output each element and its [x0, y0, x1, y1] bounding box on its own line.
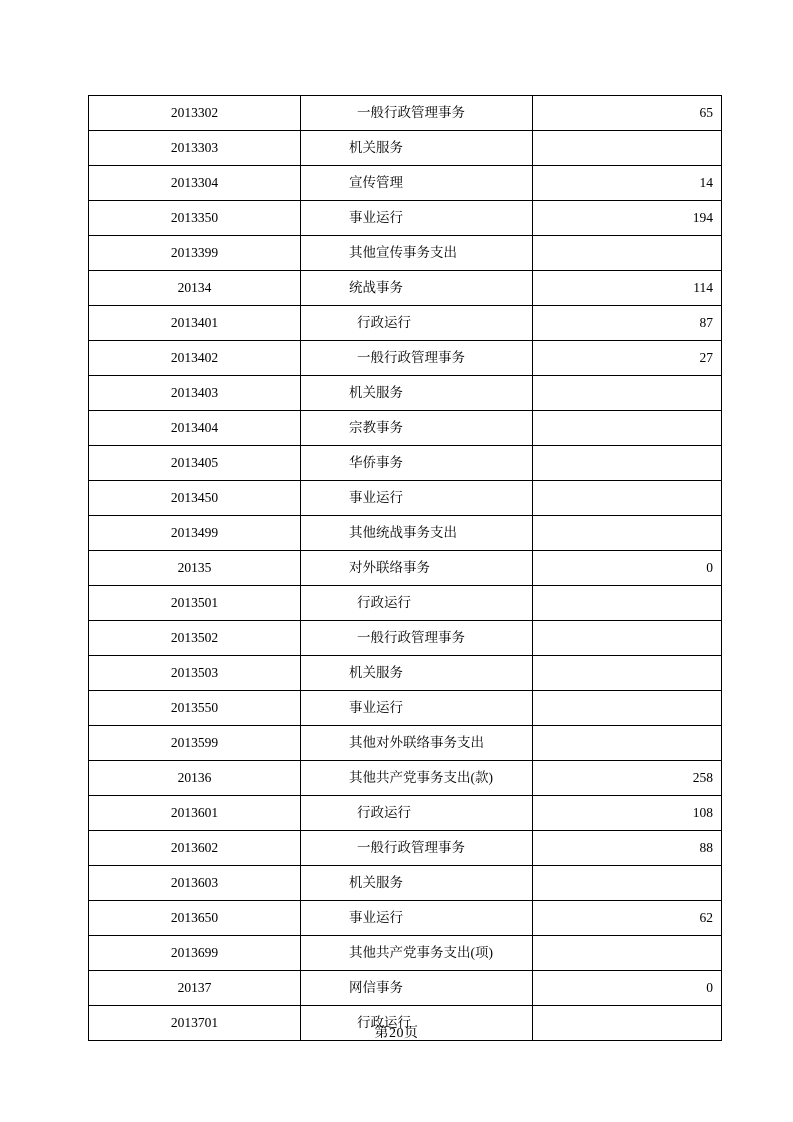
cell-subject-name [301, 691, 533, 726]
cell-amount: 0 [533, 551, 722, 586]
cell-subject-name [301, 96, 533, 131]
cell-amount [533, 691, 722, 726]
subject-name-text: 对外联络事务 [349, 560, 430, 575]
cell-subject-name [301, 621, 533, 656]
cell-amount [533, 866, 722, 901]
cell-amount [533, 411, 722, 446]
cell-subject-code: 2013402 [89, 341, 301, 376]
cell-subject-code: 2013304 [89, 166, 301, 201]
cell-subject-code: 2013699 [89, 936, 301, 971]
table-row [89, 341, 722, 376]
cell-subject-name [301, 866, 533, 901]
cell-subject-code: 2013450 [89, 481, 301, 516]
cell-subject-name [301, 516, 533, 551]
cell-amount: 87 [533, 306, 722, 341]
table-row [89, 516, 722, 551]
cell-amount: 27 [533, 341, 722, 376]
cell-subject-code: 2013599 [89, 726, 301, 761]
subject-name-text: 机关服务 [349, 385, 403, 400]
cell-subject-name [301, 971, 533, 1006]
cell-amount: 114 [533, 271, 722, 306]
cell-amount [533, 236, 722, 271]
cell-subject-code: 2013501 [89, 586, 301, 621]
cell-subject-name [301, 271, 533, 306]
subject-name-text: 一般行政管理事务 [357, 630, 465, 645]
cell-subject-code: 2013499 [89, 516, 301, 551]
table-row [89, 761, 722, 796]
cell-subject-code: 2013650 [89, 901, 301, 936]
subject-name-text: 一般行政管理事务 [357, 840, 465, 855]
cell-subject-code: 2013399 [89, 236, 301, 271]
table-row [89, 901, 722, 936]
cell-subject-name [301, 796, 533, 831]
cell-subject-name [301, 236, 533, 271]
cell-amount: 62 [533, 901, 722, 936]
table-row [89, 796, 722, 831]
table-row [89, 656, 722, 691]
cell-amount [533, 936, 722, 971]
cell-amount [533, 516, 722, 551]
subject-name-text: 一般行政管理事务 [357, 105, 465, 120]
cell-subject-code: 2013503 [89, 656, 301, 691]
table-row [89, 201, 722, 236]
table-row [89, 551, 722, 586]
page-footer [0, 1022, 793, 1042]
cell-subject-code: 2013302 [89, 96, 301, 131]
cell-amount: 14 [533, 166, 722, 201]
cell-subject-code: 2013403 [89, 376, 301, 411]
budget-expenditure-table [88, 95, 722, 1041]
subject-name-text: 网信事务 [349, 980, 403, 995]
cell-subject-code: 2013550 [89, 691, 301, 726]
cell-subject-code: 2013601 [89, 796, 301, 831]
subject-name-text: 机关服务 [349, 875, 403, 890]
table-row [89, 691, 722, 726]
table-row [89, 271, 722, 306]
cell-amount: 65 [533, 96, 722, 131]
cell-subject-name [301, 586, 533, 621]
cell-amount: 0 [533, 971, 722, 1006]
subject-name-text: 统战事务 [349, 280, 403, 295]
subject-name-text: 其他宣传事务支出 [349, 245, 457, 260]
table-row [89, 936, 722, 971]
subject-name-text: 宗教事务 [349, 420, 403, 435]
cell-amount [533, 656, 722, 691]
cell-subject-code: 2013405 [89, 446, 301, 481]
subject-name-text: 事业运行 [349, 700, 403, 715]
cell-subject-name [301, 446, 533, 481]
table-row [89, 446, 722, 481]
page-number: 第20页 [374, 1026, 419, 1041]
subject-name-text: 事业运行 [349, 490, 403, 505]
subject-name-text: 其他统战事务支出 [349, 525, 457, 540]
cell-subject-code: 20136 [89, 761, 301, 796]
subject-name-text: 华侨事务 [349, 455, 403, 470]
table-row [89, 166, 722, 201]
cell-subject-name [301, 656, 533, 691]
cell-subject-name [301, 131, 533, 166]
table-row [89, 481, 722, 516]
subject-name-text: 事业运行 [349, 210, 403, 225]
subject-name-text: 机关服务 [349, 665, 403, 680]
subject-name-text: 事业运行 [349, 910, 403, 925]
cell-subject-name [301, 551, 533, 586]
cell-amount [533, 481, 722, 516]
cell-amount [533, 376, 722, 411]
cell-subject-name [301, 831, 533, 866]
cell-subject-code: 2013502 [89, 621, 301, 656]
cell-amount [533, 131, 722, 166]
cell-amount [533, 446, 722, 481]
cell-subject-name [301, 341, 533, 376]
cell-subject-name [301, 761, 533, 796]
table-row [89, 831, 722, 866]
cell-subject-name [301, 306, 533, 341]
table-body [89, 96, 722, 1041]
cell-amount: 194 [533, 201, 722, 236]
cell-subject-name [301, 901, 533, 936]
table-row [89, 971, 722, 1006]
subject-name-text: 行政运行 [357, 805, 411, 820]
subject-name-text: 宣传管理 [349, 175, 403, 190]
subject-name-text: 行政运行 [357, 1015, 411, 1030]
cell-subject-name [301, 376, 533, 411]
cell-amount [533, 586, 722, 621]
cell-subject-code: 2013404 [89, 411, 301, 446]
cell-subject-code: 20137 [89, 971, 301, 1006]
table-row [89, 96, 722, 131]
cell-subject-name [301, 166, 533, 201]
cell-amount: 258 [533, 761, 722, 796]
table-row [89, 131, 722, 166]
cell-subject-name [301, 726, 533, 761]
cell-subject-name [301, 481, 533, 516]
cell-subject-name [301, 936, 533, 971]
cell-subject-code: 20135 [89, 551, 301, 586]
table-row [89, 621, 722, 656]
cell-subject-name [301, 201, 533, 236]
cell-subject-code: 2013401 [89, 306, 301, 341]
subject-name-text: 行政运行 [357, 315, 411, 330]
cell-amount [533, 726, 722, 761]
subject-name-text: 其他对外联络事务支出 [349, 735, 484, 750]
subject-name-text: 机关服务 [349, 140, 403, 155]
cell-subject-code: 2013701 [89, 1006, 301, 1041]
subject-name-text: 其他共产党事务支出(款) [349, 770, 493, 785]
cell-subject-code: 20134 [89, 271, 301, 306]
table-row [89, 726, 722, 761]
subject-name-text: 其他共产党事务支出(项) [349, 945, 493, 960]
cell-amount: 108 [533, 796, 722, 831]
table-row [89, 866, 722, 901]
table-row [89, 376, 722, 411]
table-row [89, 236, 722, 271]
cell-subject-code: 2013603 [89, 866, 301, 901]
cell-subject-code: 2013303 [89, 131, 301, 166]
table-row [89, 306, 722, 341]
cell-subject-name [301, 411, 533, 446]
cell-amount: 88 [533, 831, 722, 866]
cell-subject-code: 2013602 [89, 831, 301, 866]
cell-subject-code: 2013350 [89, 201, 301, 236]
table-row [89, 586, 722, 621]
table-row [89, 411, 722, 446]
subject-name-text: 一般行政管理事务 [357, 350, 465, 365]
cell-amount [533, 621, 722, 656]
subject-name-text: 行政运行 [357, 595, 411, 610]
